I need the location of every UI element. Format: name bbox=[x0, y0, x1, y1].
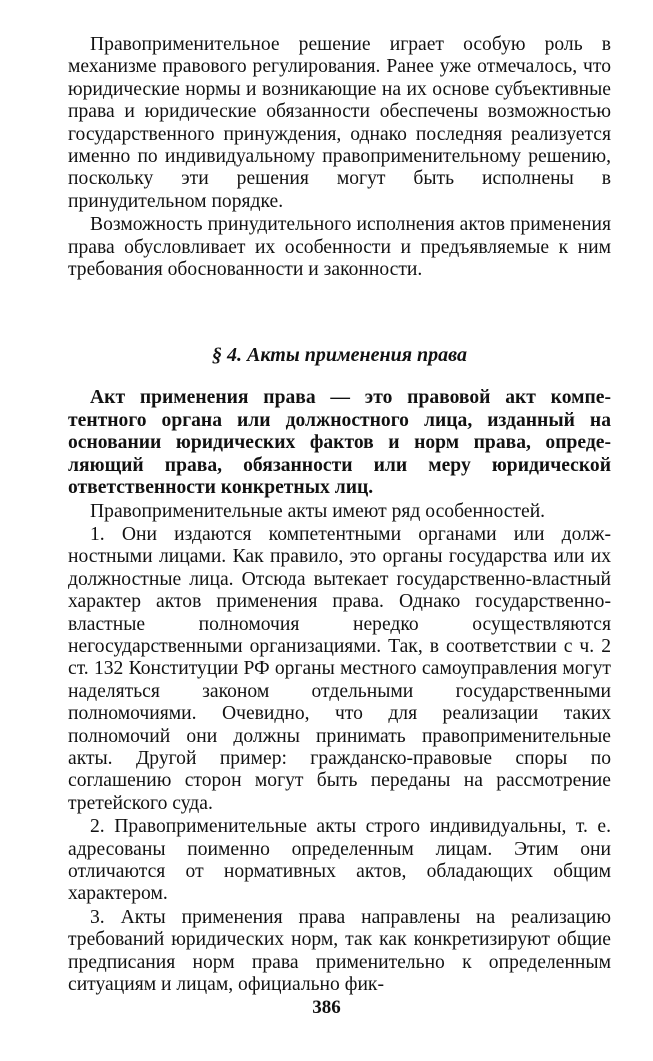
body-paragraph: 3. Акты применения права направлены на реализацию требований юридических норм, так как конкретизируют общие предписания норм права применительно к определенным ситуациям и лицам, официально фик- bbox=[68, 906, 611, 996]
body-paragraph: Правоприменительное решение играет особую роль в механизме правового регулирования. Ранее уже отмечалось, что юридические нормы и возникающие на их основе субъективные права и юридические обязанности обеспечены возможностью государственного принуждения, однако последняя реализуется именно по индивидуальному правоприменительному решению, поскольку эти решения могут быть исполнены в принудительном порядке. bbox=[68, 34, 611, 212]
body-paragraph: 2. Правоприменительные акты строго индивидуальны, т. е. адресованы поименно определенным лицам. Этим они отличаются от нормативных актов, обладающих общим характером. bbox=[68, 816, 611, 905]
body-paragraph: Правоприменительные акты имеют ряд особенностей. bbox=[90, 500, 546, 522]
body-paragraph: 1. Они издаются компетентными органами или должностными лицами. Как правило, это органы государства или их должностные лица. Отсюда вытекает государственно-властный характер актов применения права. Однако государственно-властные полномочия нередко осуществляются негосударственными организациями. Так, в соответствии с ч. 2 ст. 132 Конституции РФ органы местного самоуправления могут наделяться законом отдельными государственными полномочиями. Очевидно, что для реализации таких полномочий они должны принимать правоприменительные акты. Другой пример: гражданско-правовые споры по соглашению сторон могут быть переданы на рассмотрение третейского суда. bbox=[68, 523, 611, 814]
body-paragraph: Возможность принудительного исполнения актов применения права обусловливает их особенности и предъявляемые к ним требования обоснованности и законности. bbox=[68, 214, 611, 281]
page-number: 386 bbox=[312, 997, 341, 1018]
section-heading: § 4. Акты применения права bbox=[212, 344, 467, 367]
definition-paragraph: Акт применения права — это правовой акт компетентного органа или должностного лица, изданный на основании юридических фактов и норм права, определяющий права, обязанности или меру юридической ответственности конкретных лиц. bbox=[68, 387, 611, 499]
